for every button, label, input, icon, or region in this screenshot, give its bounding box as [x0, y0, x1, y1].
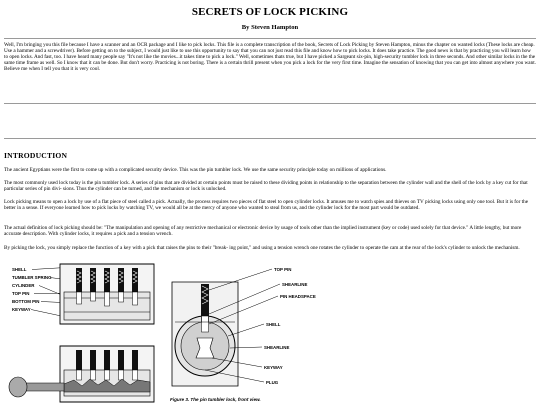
label-bottom-pin: BOTTOM PIN — [12, 299, 40, 304]
paragraph-2: The most commonly used lock today is the pin tumbler lock. A series of pins that are divided at certain points must be raised to these dividing points in relationship to the separation between the cylinder wall and the shell of the lock by a key cut for that particular series of pin divi- sions. Thus the cylinder can be turned, and the mechanism or lock is unlocked. — [4, 180, 528, 193]
label-shell: SHELL — [266, 322, 281, 327]
pin-tumbler-side-view-illustration — [4, 262, 164, 405]
label-pin-headspace: PIN HEADSPACE — [280, 294, 316, 299]
divider-mid — [4, 103, 536, 104]
figure-left — [4, 262, 164, 405]
label-shearline-bottom: SHEARLINE — [264, 345, 290, 350]
document-title: SECRETS OF LOCK PICKING — [191, 6, 349, 18]
paragraph-5: By picking the lock, you simply replace the function of a key with a pick that raises the pins to their "break- ing point," and using a tension wrench one rotates the cylinder to operate the cam at the rear of the lock's cylinder to unlock the mechanism. — [4, 245, 520, 251]
label-cylinder: CYLINDER — [12, 283, 35, 288]
label-top-pin: TOP PIN — [274, 267, 292, 272]
label-tumbler-spring: TUMBLER SPRING — [12, 275, 52, 280]
paragraph-1: The ancient Egyptians were the first to come up with a complicated security device. This was the pin tumbler lock. We use the same security principle today on millions of applications. — [4, 167, 387, 173]
label-top-pin: TOP PIN — [12, 291, 30, 296]
figure-caption: Figure 3. The pin tumbler lock, front view. — [170, 397, 261, 402]
document-author: By Steven Hampton — [241, 24, 299, 31]
label-shearline-top: SHEARLINE — [282, 282, 308, 287]
figure-right — [168, 262, 348, 405]
lower-lock-drawing — [9, 346, 154, 402]
intro-paragraph: Well, I'm bringing you this file because I have a scanner and an OCR package and I like to pick locks. This file is a complete transcription of the book, Secrets of Lock Picking by Steven Hampton, minus the chapter on wanted locks (These locks are cheap. Use a hammer and a screwdriver). Before getting on to the subject, I would just like to use this opportunity to say that you can not just read this file and know how to pick locks. It does take practice. The good news is that by practicing you will learn how to open locks. And fast, too. I have heard many people say "It's not like the movies...it takes time to pick a lock." Well, sometimes thats true, but I have picked a Sargeant six-pin, high-security tumbler lock in three seconds. And other similar locks in the the same time frame as well. So I know that it can be done. But don't worry. Practicing is not boring. There is a certain thrill present when you pick a lock for the very first time. Imagine the sensation of knowing that you can get into almost anywhere you want. Believe me when I tell you that it is very cool. — [4, 42, 536, 73]
paragraph-3: Lock picking means to open a lock by use of a flat piece of steel called a pick. Actually, the process requires two pieces of flat steel to open cylinder locks. It amuses me to watch spies and thieves on TV picking locks using only one tool. But it is for the better in a sense. If everyone learned how to pick locks by watching TV, we would all be at the mercy of anyone who wanted to steal from us, and the cylinder lock for the most part would be outdated. — [4, 199, 528, 212]
divider-top — [4, 38, 536, 39]
label-keyway: KEYWAY — [264, 365, 283, 370]
upper-lock-drawing — [60, 264, 154, 324]
label-plug: PLUG — [266, 380, 279, 385]
pin-tumbler-front-view-illustration — [168, 262, 348, 405]
front-view-drawing — [172, 282, 238, 386]
section-heading: INTRODUCTION — [4, 151, 68, 160]
paragraph-4: The actual definition of lock picking should be: "The manipulation and opening of any restrictive mechanical or electronic device by usage of tools other than the implied instrument (key or code) used solely for that device." A little lengthy, but more accurate description. With cylinder locks, it requires a pick and a tension wrench. — [4, 225, 522, 238]
label-shell: SHELL — [12, 267, 27, 272]
label-keyway: KEYWAY — [12, 307, 31, 312]
divider-intro — [4, 138, 536, 139]
